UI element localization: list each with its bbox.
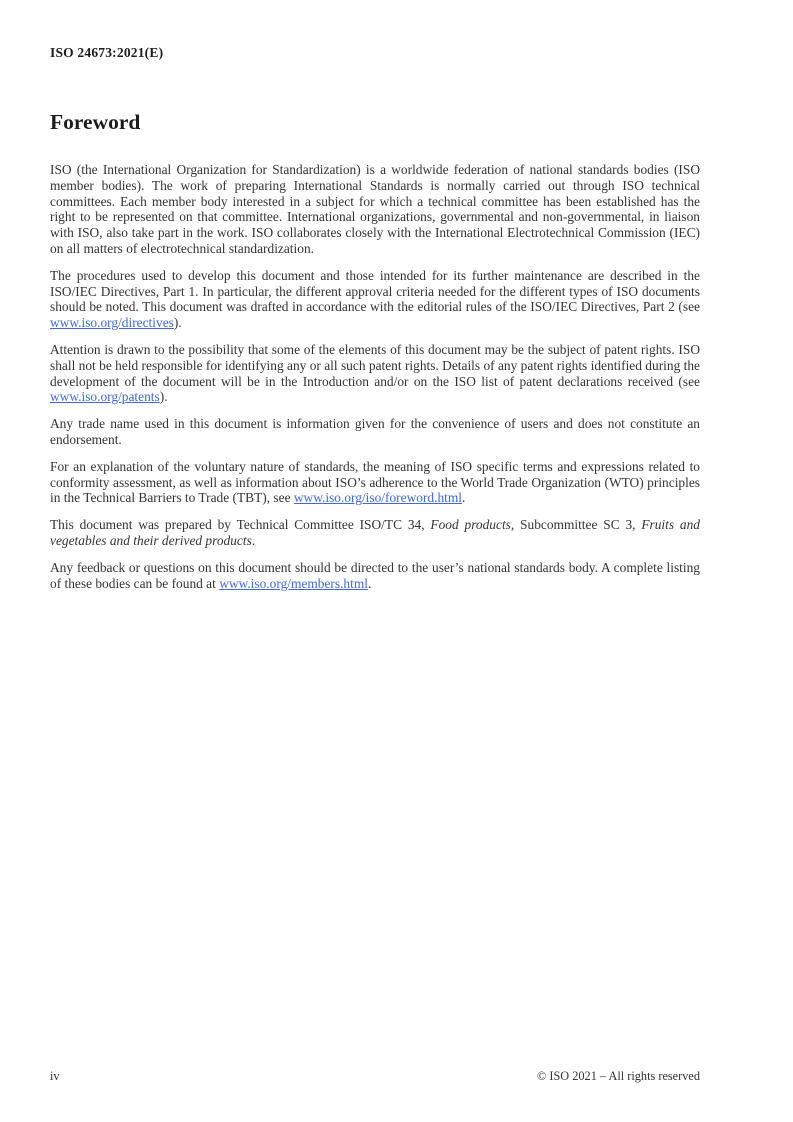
italic-text: Fruits and vegetables and their derived products [50,517,700,548]
paragraph [50,459,700,506]
page-title: Foreword [50,110,141,134]
text-run: . [367,575,372,591]
hyperlink[interactable]: www.iso.org/iso/foreword.html [293,490,462,506]
text-run: ). [159,389,168,405]
text-run: The procedures used to develop this document and those intended for its further maintenance are described in the ISO/IEC Directives, Part 1. In particular, the different approval criteria needed for the different types of ISO documents should be noted. This document was drafted in accordance with the editorial rules of the ISO/IEC Directives, Part 2 (see [50,267,700,315]
text-run: ). [173,315,182,331]
text-run: Any feedback or questions on this document should be directed to the user’s national standards body. A complete listing of these bodies can be found at [50,559,700,591]
text-run: . [251,532,256,548]
text-run: . [462,490,466,506]
paragraph [50,342,700,405]
text-run: , Subcommittee SC 3, [510,517,642,533]
paragraph [50,560,700,592]
text-run: ISO (the International Organization for Standardization) is a worldwide federation of national standards bodies (ISO member bodies). The work of preparing International Standards is normally carried out through ISO technical committees. Each member body interested in a subject for which a technical committee has been established has the right to be represented on that committee. International organizations, governmental and non-governmental, in liaison with ISO, also take part in the work. ISO collaborates closely with the International Electrotechnical Commission (IEC) on all matters of electrotechnical standardization. [50,162,700,256]
hyperlink[interactable]: www.iso.org/patents [50,389,160,405]
hyperlink[interactable]: www.iso.org/members.html [219,575,368,591]
paragraph [50,416,700,448]
italic-text: Food products [430,517,511,533]
document-id-header: ISO 24673:2021(E) [50,45,164,60]
page-number: iv [50,1069,60,1083]
copyright-notice: © ISO 2021 – All rights reserved [536,1069,700,1083]
text-run: For an explanation of the voluntary nature of standards, the meaning of ISO specific terms and expressions related to conformity assessment, as well as information about ISO’s adherence to the World Trade Organization (WTO) principles in the Technical Barriers to Trade (TBT), see [50,458,700,506]
text-run: Attention is drawn to the possibility that some of the elements of this document may be the subject of patent rights. ISO shall not be held responsible for identifying any or all such patent rights. Details of any patent rights identified during the development of the document will be in the Introduction and/or on the ISO list of patent declarations received (see [50,341,700,389]
paragraph [50,162,700,257]
hyperlink[interactable]: www.iso.org/directives [50,315,174,331]
text-run: Any trade name used in this document is information given for the convenience of users and does not constitute an endorsement. [50,416,700,447]
paragraph [50,517,700,549]
text-run: This document was prepared by Technical Committee ISO/TC 34, [50,517,431,533]
foreword-paragraphs [50,162,700,591]
page-footer [50,1069,700,1084]
paragraph [50,268,700,331]
